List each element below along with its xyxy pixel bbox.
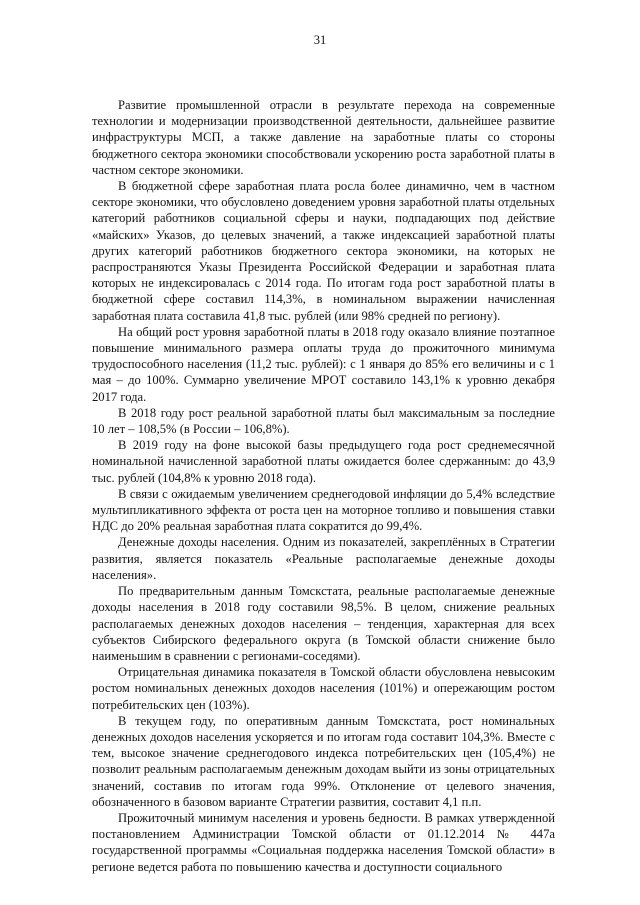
paragraph-budget-sector-wages: В бюджетной сфере заработная плата росла более динамично, чем в частном секторе экономики, что обусловлено доведением уровня заработной платы отдельных категорий работников социальной сферы и науки, подпадающих под действие «майских» Указов, до целевых значений, а также индексацией заработной платы других категорий работников бюджетного сектора экономики, на которых не распространяются Указы Президента Российской Федерации и заработная плата которых не индексировалась с 2014 года. По итогам года рост заработной платы в бюджетной сфере составил 114,3%, в номинальном выражении начисленная заработная плата составила 41,8 тыс. рублей (или 98% средней по региону).	[92, 179, 555, 323]
paragraph-negative-dynamics: Отрицательная динамика показателя в Томской области обусловлена невысоким ростом номинальных денежных доходов населения (101%) и опережающим ростом потребительских цен (103%).	[92, 665, 555, 712]
page-number: 31	[313, 33, 327, 47]
paragraph-real-wage-2018: В 2018 году рост реальной заработной платы был максимальным за последние 10 лет – 108,5% (в России – 106,8%).	[92, 405, 555, 437]
document-body	[92, 97, 555, 875]
paragraph-income-indicator: Денежные доходы населения. Одним из показателей, закреплённых в Стратегии развития, является показатель «Реальные располагаемые денежные доходы населения».	[92, 535, 555, 582]
paragraph-wage-forecast-2019: В 2019 году на фоне высокой базы предыдущего года рост среднемесячной номинальной начисленной заработной платы ожидается более сдержанным: до 43,9 тыс. рублей (104,8% к уровню 2018 года).	[92, 438, 555, 485]
paragraph-inflation-effect: В связи с ожидаемым увеличением среднегодовой инфляции до 5,4% вследствие мультипликативного эффекта от роста цен на моторное топливо и повышения ставки НДС до 20% реальная заработная плата сократится до 99,4%.	[92, 486, 555, 534]
paragraph-tomskstat-preliminary: По предварительным данным Томскстата, реальные располагаемые денежные доходы населения в 2018 году составили 98,5%. В целом, снижение реальных располагаемых денежных доходов населения – тенденция, характерная для всех субъектов Сибирского федерального округа (в Томской области снижение было наименьшим в сравнении с регионами-соседями).	[92, 584, 555, 663]
paragraph-minimum-wage: На общий рост уровня заработной платы в 2018 году оказало влияние поэтапное повышение минимального размера оплаты труда до прожиточного минимума трудоспособного населения (11,2 тыс. рублей): с 1 января до 85% его величины и с 1 мая – до 100%. Суммарно увеличение МРОТ составило 143,1% к уровню декабря 2017 года.	[92, 324, 555, 404]
paragraph-industry-growth: Развитие промышленной отрасли в результате перехода на современные технологии и модернизации производственной деятельности, дальнейшее развитие инфраструктуры МСП, а также давление на заработные платы со стороны бюджетного сектора экономики способствовали ускорению роста заработной платы в частном секторе экономики.	[92, 98, 555, 177]
paragraph-current-year: В текущем году, по оперативным данным Томскстата, рост номинальных денежных доходов населения ускоряется и по итогам года составит 104,3%. Вместе с тем, высокое значение среднегодового индекса потребительских цен (105,4%) не позволит реальным располагаемым денежным доходам выйти из зоны отрицательных значений, составив по итогам года 99%. Отклонение от целевого значения, обозначенного в базовом варианте Стратегии развития, составит 4,1 п.п.	[92, 713, 555, 809]
paragraph-subsistence-minimum: Прожиточный минимум населения и уровень бедности. В рамках утвержденной постановлением Администрации Томской области от 01.12.2014 № 447а государственной программы «Социальная поддержка населения Томской области» в регионе ведется работа по повышению качества и доступности социального	[92, 810, 555, 874]
